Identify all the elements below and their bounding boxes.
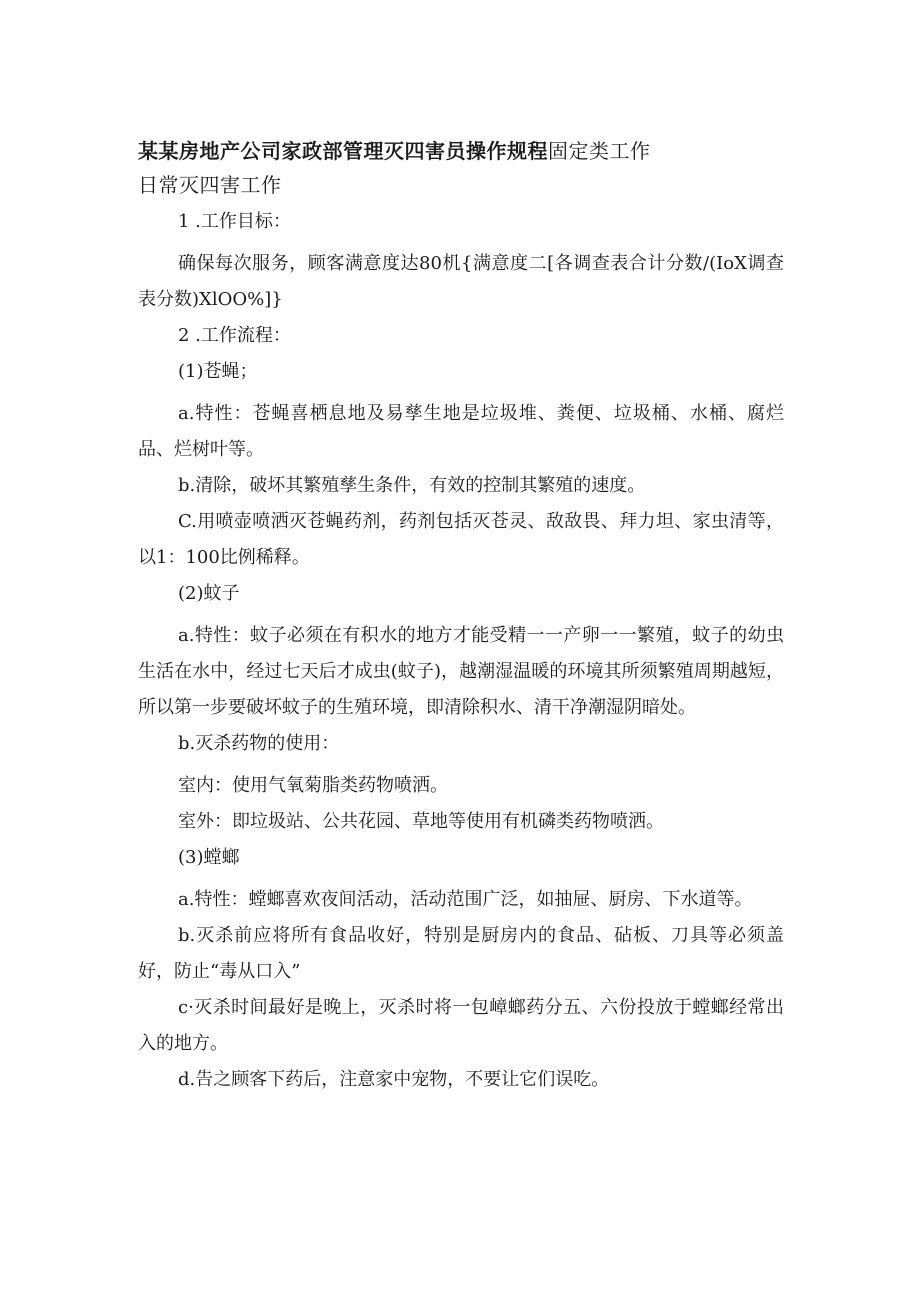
paragraph: C.用喷壶喷洒灭苍蝇药剂，药剂包括灭苍灵、敌敌畏、拜力坦、家虫清等，以1：100比例稀释。 [138, 511, 784, 568]
paragraph: b.清除，破坏其繁殖孳生条件，有效的控制其繁殖的速度。 [178, 475, 646, 496]
paragraph: (1)苍蝇； [178, 361, 258, 382]
paragraph: c·灭杀时间最好是晚上，灭杀时将一包嶂螂药分五、六份投放于螳螂经常出入的地方。 [138, 997, 784, 1054]
paragraph: a.特性：苍蝇喜栖息地及易孳生地是垃圾堆、粪便、垃圾桶、水桶、腐烂品、烂树叶等。 [138, 403, 784, 460]
paragraph: b.灭杀药物的使用： [178, 733, 340, 754]
section-heading: 日常灭四害工作 [138, 173, 282, 197]
paragraph: a.特性：蚊子必须在有积水的地方才能受精一一产卵一一繁殖，蚊子的幼虫生活在水中，经过七天后才成虫(蚊子)，越潮湿温暖的环境其所须繁殖周期越短，所以第一步要破坏蚊子的生殖环境，即清除积水、清干净潮湿阴暗处。 [138, 625, 784, 718]
paragraph: d.告之顾客下药后，注意家中宠物，不要让它们误吃。 [178, 1069, 610, 1090]
document-title-bold: 某某房地产公司家政部管理灭四害员操作规程 [138, 139, 548, 163]
paragraph-list [138, 204, 784, 1098]
paragraph: a.特性：螳螂喜欢夜间活动，活动范围广泛，如抽屉、厨房、下水道等。 [178, 889, 753, 910]
paragraph: (2)蚊子 [178, 583, 240, 604]
paragraph: 1 .工作目标： [178, 211, 291, 232]
document-title-rest: 固定类工作 [548, 139, 651, 163]
document-title [138, 136, 784, 166]
paragraph: (3)螳螂 [178, 847, 240, 868]
paragraph: 室内：使用气氧菊脂类药物喷洒。 [178, 775, 448, 796]
paragraph: 室外：即垃圾站、公共花园、草地等使用有机磷类药物喷洒。 [178, 811, 664, 832]
paragraph: 确保每次服务，顾客满意度达80机{满意度二[各调查表合计分数/(IoX调查表分数)XlOO%]} [138, 253, 784, 310]
paragraph: b.灭杀前应将所有食品收好，特别是厨房内的食品、砧板、刀具等必须盖好，防止“毒从口入” [138, 925, 784, 982]
document-body [138, 136, 784, 1098]
paragraph: 2 .工作流程： [178, 325, 291, 346]
